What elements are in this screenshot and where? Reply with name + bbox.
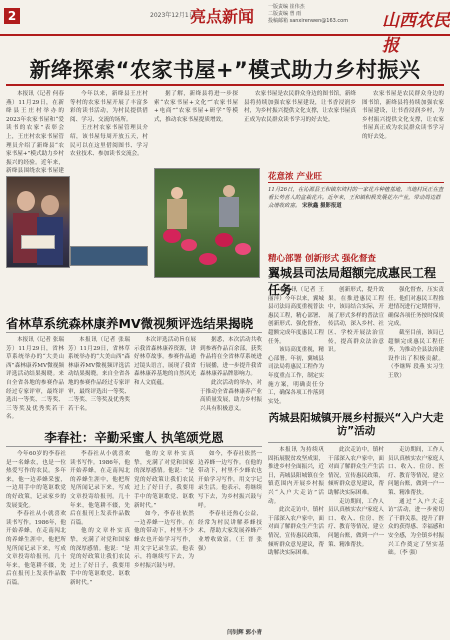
story1-col2: 今年以来，新绛县王庄村等村的农家书屋开展了丰富多彩的读书活动，为村民提供借阅、学习、交流的场所。 王庄村农家书屋管理员介绍，该书屋每周开放五天，村民可以在这里借阅图书、学习农业技术、参加读书交流会。 bbox=[70, 91, 148, 158]
story6-col3: 走访期间，工作人员认真核实农户家庭人口、收入、住房、医疗、教育等情况，建立问题台账，做到一户一策、精准帮扶。 通过“入户大走访”活动，进一步密切了干群关系，提升了群众的获得感、幸福感和安全感，为全镇乡村振兴工作奠定了坚实基础。（李 强） bbox=[388, 447, 444, 557]
lead-headline: 新绛探索“农家书屋+”模式助力乡村振兴 bbox=[29, 58, 421, 82]
story4-col1: 本报讯（记者 王丽萍）今年以来，翼城县司法局高度重视普法惠民工程，精心部署、创新形式、强化督查，超额完成年度惠民工程任务。 该局高度重视，精心部署。年初，翼城县司法局将惠民工程作为年度重点工作，制定实施方案，明确责任分工，确保各项工作落到实处。 bbox=[268, 287, 324, 405]
story4-col2: 创新形式，提升效果。在推进惠民工程中，该局结合实际，开展了形式多样的普法宣传活动，深入乡村、社区、学校开展法治宣传，提高群众法治意识。 bbox=[328, 287, 384, 354]
story6-col2: 此次走访中，镇村干部深入农户家中，面对面了解群众生产生活情况，宣传惠民政策，倾听群众意见建议，帮助解决实际困难。 走访期间，工作人员认真核实农户家庭人口、收入、住房、医疗、教育等情况，建立问题台账，做到一户一策、精准帮扶。 bbox=[328, 447, 384, 548]
section-title: 亮点新闻 bbox=[190, 7, 255, 26]
story3-photo bbox=[70, 246, 148, 266]
photographer-credit: 宋秋鑫 摄影报道 bbox=[302, 203, 342, 209]
story1-col4: 农家书屋是农民群众身边的图书馆，新绛县将持续加强农家书屋建设，让书香浸润乡村，为乡村振兴提供文化支撑，让农家书屋真正成为农民群众读书学习的好去处。 bbox=[244, 91, 356, 123]
page-header bbox=[0, 0, 450, 56]
issue-date: 2023年12月1日 bbox=[150, 12, 195, 19]
story1-photo-left bbox=[6, 176, 70, 268]
story5-col1: 今年60岁的李春社是一名蜂农，也是一位热爱写作的农民。多年来，他一边养蜂采蜜，一边用手中的笔讴歌党的好政策，记录家乡的发展变化。 李春社从小就喜欢读书写作。1986年，他开始养蜂，在走南闯北的养蜂生涯中，他把所见所闻记录下来，写成文章投寄给报刊。几十年来，他笔耕不辍，先后在报刊上发表作品数百篇。 bbox=[6, 451, 66, 586]
page-number: 2 bbox=[4, 8, 20, 24]
story5-col3: 他的文章朴实真挚，充满了对党和国家的深厚感情。他说：“是党的好政策让我们农民过上了好日子，我要用手中的笔讴歌党、讴歌新时代。” 如今，李春社依然一边养蜂一边写作。在他的带动下，村里不少蜂农也开始学习写作，用文字记录生活。他表示，将继续写下去，为乡村振兴鼓与呼。 bbox=[134, 451, 194, 569]
story3-col1: 本报讯（记者 张瑞芳）11月29日，省林草系统举办的“大美山西”森林康养MV微视频评选活动结果揭晓。来自全省各地的参赛作品经过专家评审，最终评选出一等奖、二等奖、三等奖及优秀奖若干名。 bbox=[6, 337, 64, 421]
story2-kicker: 花意浓 产业旺 bbox=[268, 172, 322, 182]
story6-rule bbox=[268, 442, 444, 443]
story1-col5: 农家书屋是农民群众身边的图书馆，新绛县将持续加强农家书屋建设，让书香浸润乡村，为乡村振兴提供文化支撑，让农家书屋真正成为农民群众读书学习的好去处。 bbox=[362, 91, 444, 140]
editor-info: 一版责编 崔伟杰 二版责编 曾 雨 投稿邮箱 sanxirenwen@163.com bbox=[268, 4, 349, 24]
story3-col3: 本次评选活动旨在展示我省森林康养资源，讲好林草故事。参赛作品通过镜头语言，展现了我省森林康养基地的自然风光和人文底蕴。 bbox=[134, 337, 196, 386]
story3-headline: 省林草系统森林康养MV微视频评选结果揭晓 bbox=[6, 316, 254, 331]
story3-col2: 本报讯（记者 张瑞芳）11月29日，省林草系统举办的“大美山西”森林康养MV微视频评选活动结果揭晓。来自全省各地的参赛作品经过专家评审，最终评选出一等奖、二等奖、三等奖及优秀奖若干名。 bbox=[68, 337, 130, 412]
story5-col2: 李春社从小就喜欢读书写作。1986年，他开始养蜂，在走南闯北的养蜂生涯中，他把所见所闻记录下来，写成文章投寄给报刊。几十年来，他笔耕不辍，先后在报刊上发表作品数百篇。 他的文章朴实真挚，充满了对党和国家的深厚感情。他说：“是党的好政策让我们农民过上了好日子，我要用手中的笔讴歌党、讴歌新时代。” bbox=[70, 451, 130, 586]
story2-rule bbox=[268, 182, 444, 183]
story6-headline: 芮城县阳城镇开展乡村振兴“入户大走访”活动 bbox=[268, 412, 444, 437]
story3-col4: 据悉，本次活动共收到参赛作品百余部，获奖作品将在全省林草系统进行展播，进一步提升我省森林康养品牌影响力。 此次活动的举办，对于推动全省森林康养产业高质量发展，助力乡村振兴具有积极意义。 bbox=[200, 337, 262, 412]
story2-photo bbox=[154, 168, 260, 278]
story1-col3: 据了解，新绛县将进一步探索“农家书屋+文化”“农家书屋+电商”“农家书屋+研学”等模式，推动农家书屋提质增效。 bbox=[154, 91, 238, 123]
story6-col1: 本报讯 为持续巩固拓展脱贫攻坚成果，推进乡村全面振兴，近日，芮城县阳城镇在全镇范围内开展乡村振兴“入户大走访”活动。 此次走访中，镇村干部深入农户家中，面对面了解群众生产生活情况，宣传惠民政策，倾听群众意见建议，帮助解决实际困难。 bbox=[268, 447, 324, 557]
story1-photo-caption bbox=[6, 270, 70, 280]
story2-caption: 11月26日，在沁源县王和镇东坡村的一家花卉种植基地，当地村民正在查看长势喜人的盆栽花卉。近年来，王和镇积极发展花卉产业，带动周边群众增收致富。 宋秋鑫 摄影报道 bbox=[268, 187, 444, 209]
story5-col4: 如今，李春社依然一边养蜂一边写作。在他的带动下，村里不少蜂农也开始学习写作，用文字记录生活。他表示，将继续写下去，为乡村振兴鼓与呼。 李春社还热心公益，经常为村民讲解养蜂技术，帮助大家发展养蜂产业增收致富。（王 晋 张 强） bbox=[198, 451, 262, 552]
newspaper-logo: 山西农民报 bbox=[382, 11, 450, 56]
story1-col1: 本报讯（记者 何春燕）11月29日，在新绛县王庄村举办的2023年农家书屋和“爱读书的农家”表彰会上，王庄村农家书屋管理员介绍了新绛县“农家书屋+”模式助力乡村振兴的经验。近年来，新绛县围绕农家书屋建 bbox=[6, 91, 64, 175]
story4-headline: 翼城县司法局超额完成惠民工程任务 bbox=[268, 266, 437, 297]
story4-kicker: 精心部署 创新形式 强化督查 bbox=[268, 254, 376, 264]
story5-headline: 李春社：辛勤采蜜人 执笔颂党恩 bbox=[44, 430, 224, 445]
headline-rule bbox=[6, 84, 444, 86]
story4-col3: 强化督查，压实责任。他们对惠民工程推进情况进行定期督导，确保各项任务按时保质完成。 截至目前，该局已超额完成惠民工程任务，为推动全县法治建设作出了积极贡献。（李继辉 段燕 实习生 王欣） bbox=[388, 287, 444, 379]
story5-byline: 闫钊辉 郭小青 bbox=[227, 630, 262, 636]
story5-rule bbox=[6, 446, 262, 447]
story3-rule bbox=[6, 332, 262, 333]
story4-rule bbox=[268, 282, 444, 283]
